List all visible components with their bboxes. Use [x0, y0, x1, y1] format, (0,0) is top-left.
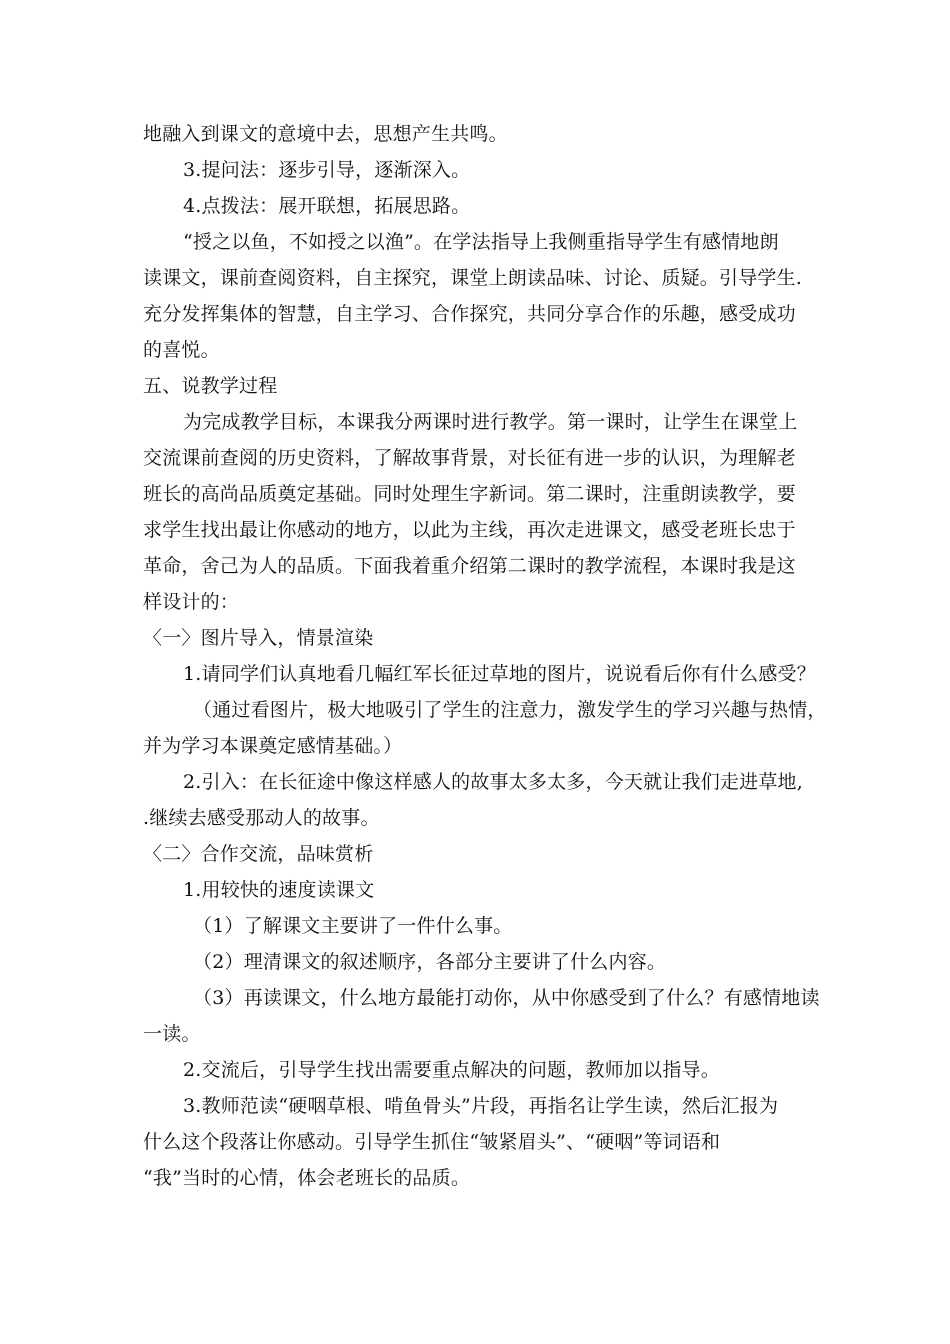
text-line: 样设计的：: [143, 591, 240, 613]
text-line: （通过看图片，极大地吸引了学生的注意力，激发学生的学习兴趣与热情，: [193, 699, 827, 721]
text-line: 地融入到课文的意境中去，思想产生共鸣。: [143, 123, 508, 145]
text-line: 革命，舍己为人的品质。下面我着重介绍第二课时的教学流程，本课时我是这: [143, 555, 796, 577]
text-line: 读课文，课前查阅资料，自主探究，课堂上朗读品味、讨论、质疑。引导学生.: [143, 267, 803, 289]
text-line: 4.点拨法：展开联想，拓展思路。: [183, 195, 471, 217]
text-line: .继续去感受那动人的故事。: [143, 807, 380, 829]
text-line: 2.引入：在长征途中像这样感人的故事太多太多，今天就让我们走进草地,: [183, 771, 803, 793]
text-line: 一读。: [143, 1023, 201, 1045]
text-line: 为完成教学目标，本课我分两课时进行教学。第一课时，让学生在课堂上: [183, 411, 798, 433]
text-line: 充分发挥集体的智慧，自主学习、合作探究，共同分享合作的乐趣，感受成功: [143, 303, 796, 325]
text-line: 求学生找出最让你感动的地方，以此为主线，再次走进课文，感受老班长忠于: [143, 519, 796, 541]
text-line: 什么这个段落让你感动。引导学生抓住“皱紧眉头”、“硬咽”等词语和: [143, 1131, 721, 1153]
text-line: （2）理清课文的叙述顺序，各部分主要讲了什么内容。: [193, 951, 667, 973]
text-line: 1.用较快的速度读课文: [183, 879, 375, 901]
text-line: （3）再读课文，什么地方最能打动你，从中你感受到了什么？有感情地读: [193, 987, 820, 1009]
text-line: 的喜悦。: [143, 339, 220, 361]
text-line: 2.交流后，引导学生找出需要重点解决的问题，教师加以指导。: [183, 1059, 720, 1081]
text-line: “授之以鱼，不如授之以渔”。在学法指导上我侧重指导学生有感情地朗: [183, 231, 779, 253]
text-line: 交流课前查阅的历史资料，了解故事背景，对长征有进一步的认识，为理解老: [143, 447, 796, 469]
text-line: 3.教师范读“硬咽草根、啃鱼骨头”片段，再指名让学生读，然后汇报为: [183, 1095, 779, 1117]
section-heading: 五、说教学过程: [143, 375, 278, 397]
text-line: “我”当时的心情，体会老班长的品质。: [143, 1167, 471, 1189]
text-line: 并为学习本课奠定感情基础。）: [143, 735, 403, 757]
text-line: 班长的高尚品质奠定基础。同时处理生字新词。第二课时，注重朗读教学，要: [143, 483, 796, 505]
text-line: 1.请同学们认真地看几幅红军长征过草地的图片，说说看后你有什么感受？: [183, 663, 816, 685]
text-line: 3.提问法：逐步引导，逐渐深入。: [183, 159, 471, 181]
subsection-heading: 〈一〉图片导入，情景渲染: [143, 627, 374, 649]
text-line: （1）了解课文主要讲了一件什么事。: [193, 915, 513, 937]
subsection-heading: 〈二〉合作交流，品味赏析: [143, 843, 374, 865]
